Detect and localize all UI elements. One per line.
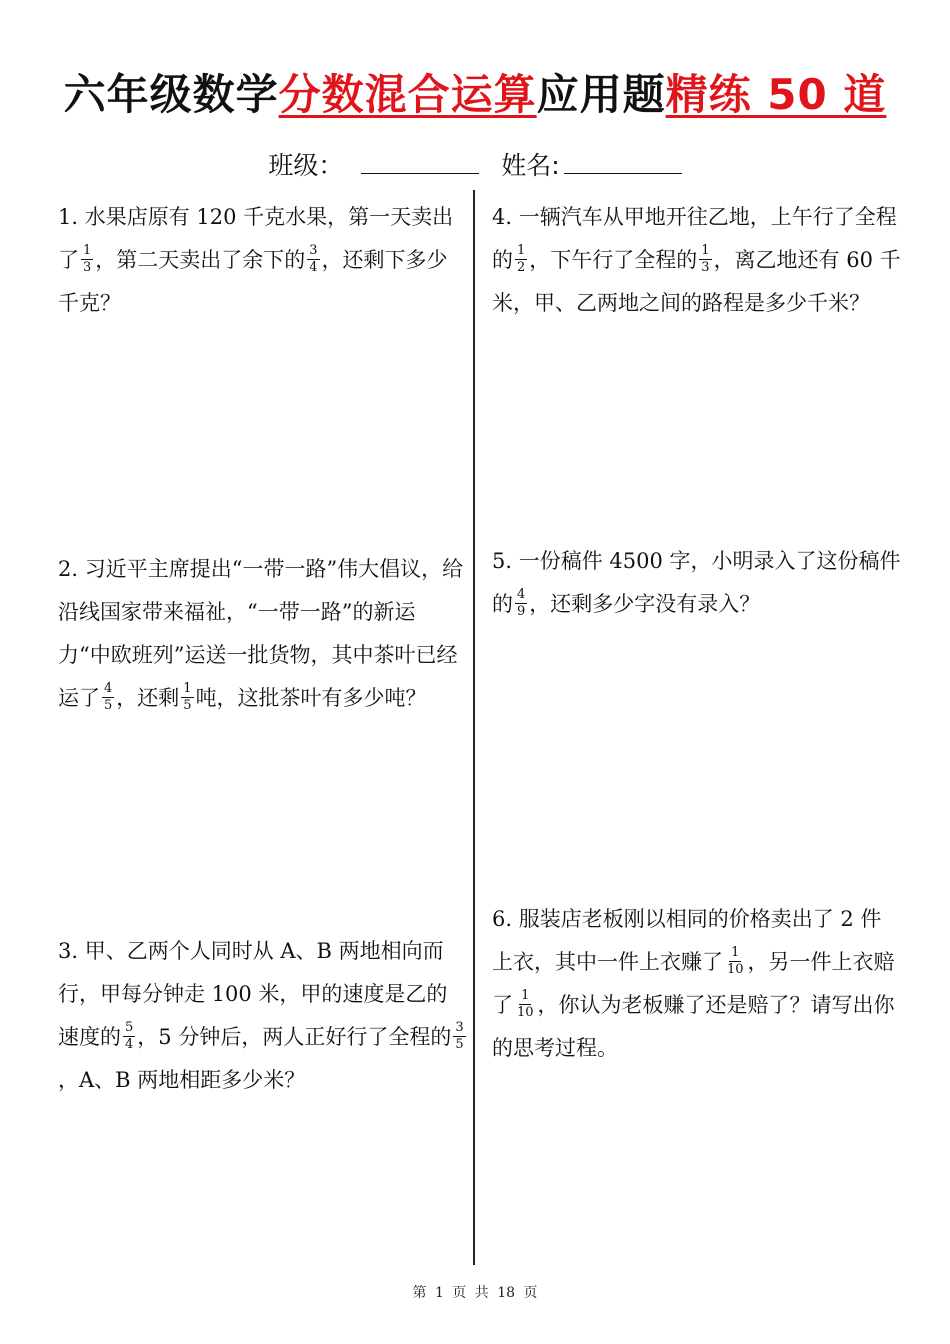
question-3-text-b: ，5 分钟后，两人正好行了全程的 bbox=[137, 1025, 452, 1049]
question-2-text-a: 2. 习近平主席提出“一带一路”伟大倡议，给沿线国家带来福祉，“一带一路”的新运力“中欧班列”运送一批货物，其中茶叶已经运了 bbox=[58, 557, 464, 710]
fraction: $\frac{1}{3}$ bbox=[701, 243, 710, 275]
question-5-text-a: 5. 一份稿件 4500 字，小明录入了这份稿件的 bbox=[492, 549, 901, 616]
question-3-text-c: ，A、B 两地相距多少米？ bbox=[58, 1068, 306, 1092]
question-2 bbox=[58, 548, 468, 720]
question-6-text-b: ，另一件上衣赔了 bbox=[492, 950, 895, 1017]
title-highlight-2: 精练 50 道 bbox=[665, 70, 887, 119]
question-1-text-a: 1. 水果店原有 120 千克水果，第一天卖出了 bbox=[58, 205, 454, 272]
class-label: 班级： bbox=[268, 151, 344, 180]
title-highlight-1: 分数混合运算 bbox=[278, 70, 537, 119]
fraction: $\frac{4}{9}$ bbox=[517, 587, 526, 619]
fraction: $\frac{3}{4}$ bbox=[309, 243, 318, 275]
fraction: $\frac{1}{10}$ bbox=[727, 945, 744, 977]
fraction: $\frac{1}{3}$ bbox=[83, 243, 92, 275]
question-1-text-b: ，第二天卖出了余下的 bbox=[95, 248, 306, 272]
title-part-3: 应用题 bbox=[536, 70, 666, 119]
question-4-text-b: ，下午行了全程的 bbox=[529, 248, 698, 272]
question-6-text-c: ，你认为老板赚了还是赔了？请写出你的思考过程。 bbox=[492, 993, 895, 1060]
fraction: $\frac{3}{5}$ bbox=[455, 1020, 464, 1052]
question-3-text-a: 3. 甲、乙两个人同时从 A、B 两地相向而行，甲每分钟走 100 米，甲的速度是乙的速度的 bbox=[58, 939, 448, 1049]
page-footer: 第 1 页 共 18 页 bbox=[412, 1285, 538, 1301]
question-3 bbox=[58, 930, 468, 1102]
question-2-text-b: ，还剩 bbox=[116, 686, 180, 710]
question-4-text-a: 4. 一辆汽车从甲地开往乙地，上午行了全程的 bbox=[492, 205, 897, 272]
name-blank[interactable] bbox=[564, 151, 682, 174]
question-5 bbox=[492, 540, 902, 626]
fraction: $\frac{1}{2}$ bbox=[517, 243, 526, 275]
class-blank[interactable] bbox=[361, 151, 479, 174]
question-5-text-b: ，还剩多少字没有录入？ bbox=[529, 592, 761, 616]
question-6 bbox=[492, 898, 902, 1070]
question-2-text-c: 吨，这批茶叶有多少吨？ bbox=[195, 686, 427, 710]
title-part-1: 六年级数学 bbox=[63, 70, 279, 119]
question-4-text-c: ，离乙地还有 60 千米，甲、乙两地之间的路程是多少千米？ bbox=[492, 248, 901, 315]
question-4 bbox=[492, 196, 902, 325]
question-1 bbox=[58, 196, 468, 325]
question-6-text-a: 6. 服装店老板刚以相同的价格卖出了 2 件上衣，其中一件上衣赚了 bbox=[492, 907, 882, 974]
fraction: $\frac{1}{5}$ bbox=[183, 681, 192, 713]
page-title bbox=[0, 66, 950, 124]
column-divider bbox=[473, 190, 475, 1265]
fraction: $\frac{5}{4}$ bbox=[125, 1020, 134, 1052]
student-info-line bbox=[0, 146, 950, 182]
fraction: $\frac{1}{10}$ bbox=[517, 988, 534, 1020]
question-1-text-c: ，还剩下多少千克？ bbox=[58, 248, 448, 315]
name-label: 姓名: bbox=[501, 151, 560, 180]
fraction: $\frac{4}{5}$ bbox=[104, 681, 113, 713]
